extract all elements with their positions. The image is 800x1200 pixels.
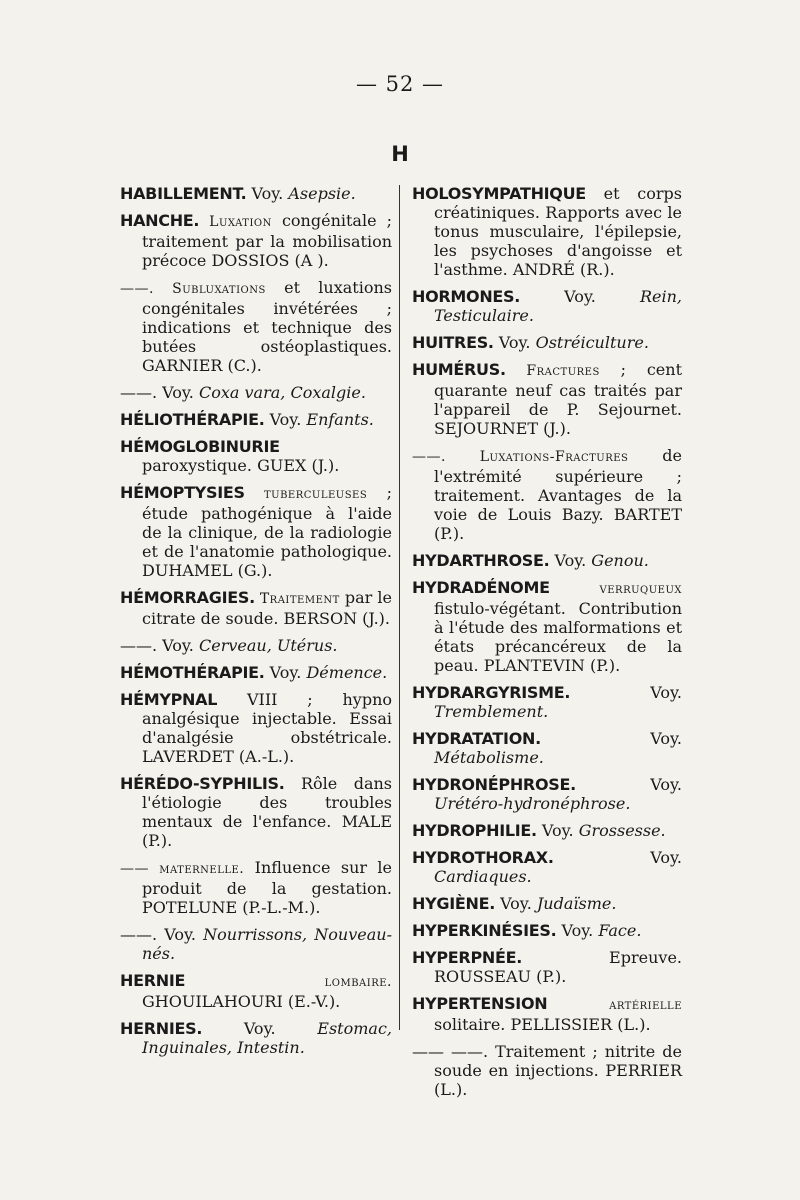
entry-text: Influence sur le produit de la gestation. POTELUNE (P.-L.-M.). <box>142 858 393 917</box>
entry-text: fistulo-végétant. Contribution à l'étude des malformations et états précancéreux de la peau. PLANTEVIN (P.). <box>434 599 682 675</box>
entry-text: Voy. <box>495 894 537 913</box>
entry-text: Voy. <box>549 551 592 570</box>
index-entry <box>120 774 392 850</box>
index-entry <box>120 383 392 402</box>
entry-smallcaps: ——. Subluxations <box>120 281 266 297</box>
entry-headword: HÉMYPNAL <box>120 690 218 709</box>
entry-headword: HÉRÉDO-SYPHILIS. <box>120 774 285 793</box>
entry-reference: Genou. <box>591 551 649 570</box>
entry-smallcaps: Traitement <box>254 591 340 607</box>
entry-reference: Nourrissons, Nouveau-nés. <box>142 925 392 963</box>
entry-headword: HYDARTHROSE. <box>412 551 550 570</box>
entry-reference: Estomac, Inguinales, Intestin. <box>142 1019 392 1057</box>
entry-reference: Judaïsme. <box>536 894 617 913</box>
entry-smallcaps: Luxation <box>199 214 272 230</box>
index-entry <box>412 333 682 352</box>
index-entry <box>120 588 392 628</box>
entry-reference: Ostréiculture. <box>535 333 649 352</box>
index-entry <box>120 925 392 963</box>
entry-reference: Métabolisme. <box>434 748 544 767</box>
entry-headword: HANCHE. <box>120 211 200 230</box>
entry-headword: HYPERKINÉSIES. <box>412 921 557 940</box>
entry-headword: HÉMOTHÉRAPIE. <box>120 663 265 682</box>
entry-headword: HÉLIOTHÉRAPIE. <box>120 410 265 429</box>
entry-text: Voy. <box>536 821 579 840</box>
section-letter: H <box>391 142 409 166</box>
entry-reference: Urétéro-hydronéphrose. <box>434 794 631 813</box>
entry-text: Rôle dans l'étiologie des troubles mentaux de l'enfance. MALE (P.). <box>142 774 392 850</box>
entry-text: Voy. <box>553 848 682 867</box>
entry-text: VIII ; hypno analgésique injectable. Essai d'analgésie obstétricale. LAVERDET (A.-L.). <box>142 690 392 766</box>
index-entry <box>120 636 392 655</box>
entry-text: congénitale ; traitement par la mobilisation précoce DOSSIOS (A ). <box>142 211 392 270</box>
entry-reference: Cerveau, Utérus. <box>198 636 338 655</box>
entry-headword: HYPERTENSION <box>412 994 548 1013</box>
entry-text: Epreuve. ROUSSEAU (P.). <box>434 948 682 986</box>
entry-text: par le citrate de soude. BERSON (J.). <box>142 588 392 628</box>
entry-text: ——. Voy. <box>120 636 199 655</box>
entry-headword: HORMONES. <box>412 287 521 306</box>
entry-headword: HYDROTHORAX. <box>412 848 554 867</box>
index-entry <box>412 948 682 986</box>
entry-headword: HÉMOGLOBINURIE <box>120 437 280 456</box>
entry-text: Voy. <box>264 663 307 682</box>
entry-reference: Rein, Testiculaire. <box>434 287 682 325</box>
entry-headword: HOLOSYMPATHIQUE <box>412 184 586 203</box>
entry-smallcaps: verruqueux <box>549 581 682 597</box>
entry-smallcaps: artérielle <box>547 997 682 1013</box>
entry-text: —— ——. Traitement ; nitrite de soude en injections. PERRIER (L.). <box>412 1042 682 1099</box>
index-entry <box>120 690 392 766</box>
entry-text: ; étude pathogénique à l'aide de la clinique, de la radiologie et de l'anatomie pathologique. DUHAMEL (G.). <box>142 483 392 580</box>
entry-text: GHOUILAHOURI (E.-V.). <box>142 992 341 1011</box>
index-entry <box>412 894 682 913</box>
index-entry <box>120 1019 392 1057</box>
entry-reference: Asepsie. <box>288 184 356 203</box>
index-entry <box>412 578 682 675</box>
column-divider <box>399 185 400 1030</box>
entry-headword: HÉMORRAGIES. <box>120 588 255 607</box>
entry-headword: HUMÉRUS. <box>412 360 506 379</box>
entry-headword: HYDRONÉPHROSE. <box>412 775 576 794</box>
entry-reference: Cardiaques. <box>434 867 532 886</box>
entry-headword: HABILLEMENT. <box>120 184 247 203</box>
index-entry <box>412 184 682 279</box>
index-entry <box>412 360 682 438</box>
entry-text: Voy. <box>570 683 682 702</box>
entry-text: et luxations congénitales invétérées ; indications et technique des butées ostéoplastiques. GARNIER (C.). <box>142 278 392 375</box>
entry-text: ——. Voy. <box>120 383 199 402</box>
entry-text: ——. Voy. <box>120 925 204 944</box>
index-entry <box>120 483 392 580</box>
entry-smallcaps: Fractures <box>505 363 600 379</box>
entry-text: Voy. <box>520 287 640 306</box>
index-entry <box>120 858 392 917</box>
index-entry <box>120 663 392 682</box>
entry-text: solitaire. PELLISSIER (L.). <box>434 1015 651 1034</box>
entry-reference: Face. <box>598 921 642 940</box>
entry-reference: Grossesse. <box>578 821 666 840</box>
entry-smallcaps: tuberculeuses <box>244 486 368 502</box>
index-entry <box>120 211 392 270</box>
right-column <box>412 184 682 1107</box>
entry-text: de l'extrémité supérieure ; traitement. Avantages de la voie de Louis Bazy. BARTET (P.). <box>434 446 682 543</box>
index-entry <box>412 775 682 813</box>
index-entry <box>412 921 682 940</box>
entry-smallcaps: ——. Luxations-Fractures <box>412 449 629 465</box>
entry-text: Voy. <box>246 184 289 203</box>
entry-text: paroxystique. GUEX (J.). <box>142 456 340 475</box>
entry-headword: HYPERPNÉE. <box>412 948 523 967</box>
entry-smallcaps: lombaire. <box>185 974 392 990</box>
entry-reference: Coxa vara, Coxalgie. <box>198 383 366 402</box>
index-entry <box>412 994 682 1034</box>
entry-text: et corps créatiniques. Rapports avec le tonus musculaire, l'épilepsie, les psychoses d'angoisse et l'asthme. ANDRÉ (R.). <box>434 184 682 279</box>
index-entry <box>412 446 682 543</box>
index-entry <box>120 410 392 429</box>
entry-headword: HYDRADÉNOME <box>412 578 550 597</box>
entry-text: Voy. <box>493 333 536 352</box>
page-number: — 52 — <box>355 72 445 96</box>
index-entry <box>412 848 682 886</box>
index-entry <box>120 184 392 203</box>
index-entry <box>412 821 682 840</box>
entry-headword: HYDROPHILIE. <box>412 821 537 840</box>
entry-reference: Tremblement. <box>434 702 549 721</box>
index-entry <box>412 551 682 570</box>
entry-text: Voy. <box>264 410 307 429</box>
entry-headword: HUITRES. <box>412 333 494 352</box>
index-entry <box>412 683 682 721</box>
entry-headword: HYGIÈNE. <box>412 894 495 913</box>
entry-reference: Démence. <box>306 663 388 682</box>
entry-headword: HÉMOPTYSIES <box>120 483 245 502</box>
entry-headword: HERNIE <box>120 971 186 990</box>
index-entry <box>412 1042 682 1099</box>
entry-reference: Enfants. <box>306 410 374 429</box>
entry-headword: HYDRARGYRISME. <box>412 683 571 702</box>
index-entry <box>412 287 682 325</box>
index-entry <box>120 278 392 375</box>
entry-text: ; cent quarante neuf cas traités par l'appareil de P. Sejournet. SEJOURNET (J.). <box>434 360 683 438</box>
index-entry <box>120 971 392 1011</box>
entry-smallcaps: —— maternelle. <box>120 861 245 877</box>
entry-text: Voy. <box>540 729 682 748</box>
entry-text: Voy. <box>575 775 682 794</box>
entry-text: Voy. <box>202 1019 318 1038</box>
index-entry <box>120 437 392 475</box>
index-entry <box>412 729 682 767</box>
left-column <box>120 184 392 1065</box>
entry-headword: HYDRATATION. <box>412 729 541 748</box>
entry-headword: HERNIES. <box>120 1019 203 1038</box>
entry-text: Voy. <box>556 921 599 940</box>
